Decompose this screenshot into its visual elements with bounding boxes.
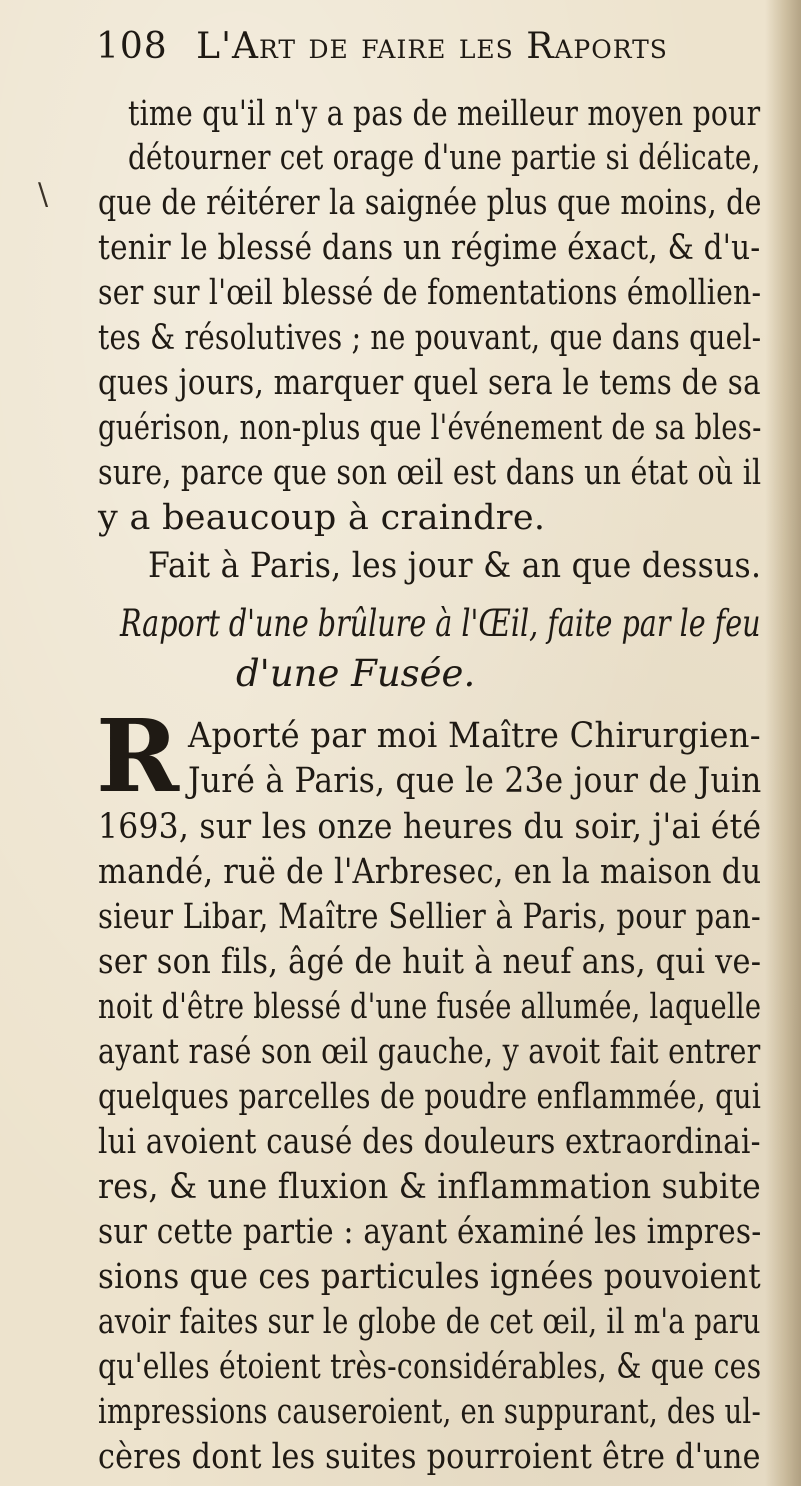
text-line: sieur Libar, Maître Sellier à Paris, pour pan- [98,897,761,937]
closing-line: Fait à Paris, les jour & an que dessus. [148,546,762,586]
text-line: Juré à Paris, que le 23e jour de Juin [188,761,762,801]
text-line: qu'elles étoient très-considérables, & que ces [98,1347,762,1387]
text-line: sure, parce que son œil est dans un état où il [98,453,762,493]
text-line: 1693, sur les onze heures du soir, j'ai été [98,807,762,847]
text-line: mandé, ruë de l'Arbresec, en la maison du [98,852,762,892]
text-line: lui avoient causé des douleurs extraordinai- [98,1122,761,1162]
drop-cap: R [96,697,180,815]
text-line: que de réitérer la saignée plus que moins, de [98,183,762,223]
text-line: quelques parcelles de poudre enflammée, qui [98,1077,762,1117]
text-line: tes & résolutives ; ne pouvant, que dans quel- [98,318,762,358]
text-line: Aporté par moi Maître Chirurgien- [188,716,761,756]
section-title-line-1: Raport d'une brûlure à l'Œil, faite par le feu [120,602,761,645]
running-header [96,18,736,76]
text-line: ser son fils, âgé de huit à neuf ans, qui ve- [98,942,762,982]
text-line: ayant rasé son œil gauche, y avoit fait entrer [98,1032,761,1072]
text-line: sions que ces particules ignées pouvoient [98,1257,761,1297]
text-line: noit d'être blessé d'une fusée allumée, laquelle [98,987,762,1027]
text-line: détourner cet orage d'une partie si délicate, [128,138,761,178]
text-line: res, & une fluxion & inflammation subite [98,1167,762,1207]
running-title: L'Art de faire les Raports [196,26,668,67]
page-edge-shadow [765,0,801,1486]
text-line: time qu'il n'y a pas de meilleur moyen pour [128,94,761,134]
text-line: ques jours, marquer quel sera le tems de sa [98,363,761,403]
text-line: cères dont les suites pourroient être d'une [98,1437,761,1477]
text-line: impressions causeroient, en suppurant, des ul- [98,1392,761,1432]
margin-mark: \ [38,177,49,212]
text-line: avoir faites sur le globe de cet œil, il m'a paru [98,1302,761,1342]
section-title-line-2: d'une Fusée. [236,652,476,695]
text-line: sur cette partie : ayant éxaminé les impres- [98,1212,762,1252]
page-number: 108 [96,26,168,67]
text-line: ser sur l'œil blessé de fomentations émollien- [98,273,762,313]
text-line: guérison, non-plus que l'événement de sa bles- [98,408,762,448]
text-line: tenir le blessé dans un régime éxact, & d'u- [98,228,761,268]
text-line: y a beaucoup à craindre. [98,498,546,538]
